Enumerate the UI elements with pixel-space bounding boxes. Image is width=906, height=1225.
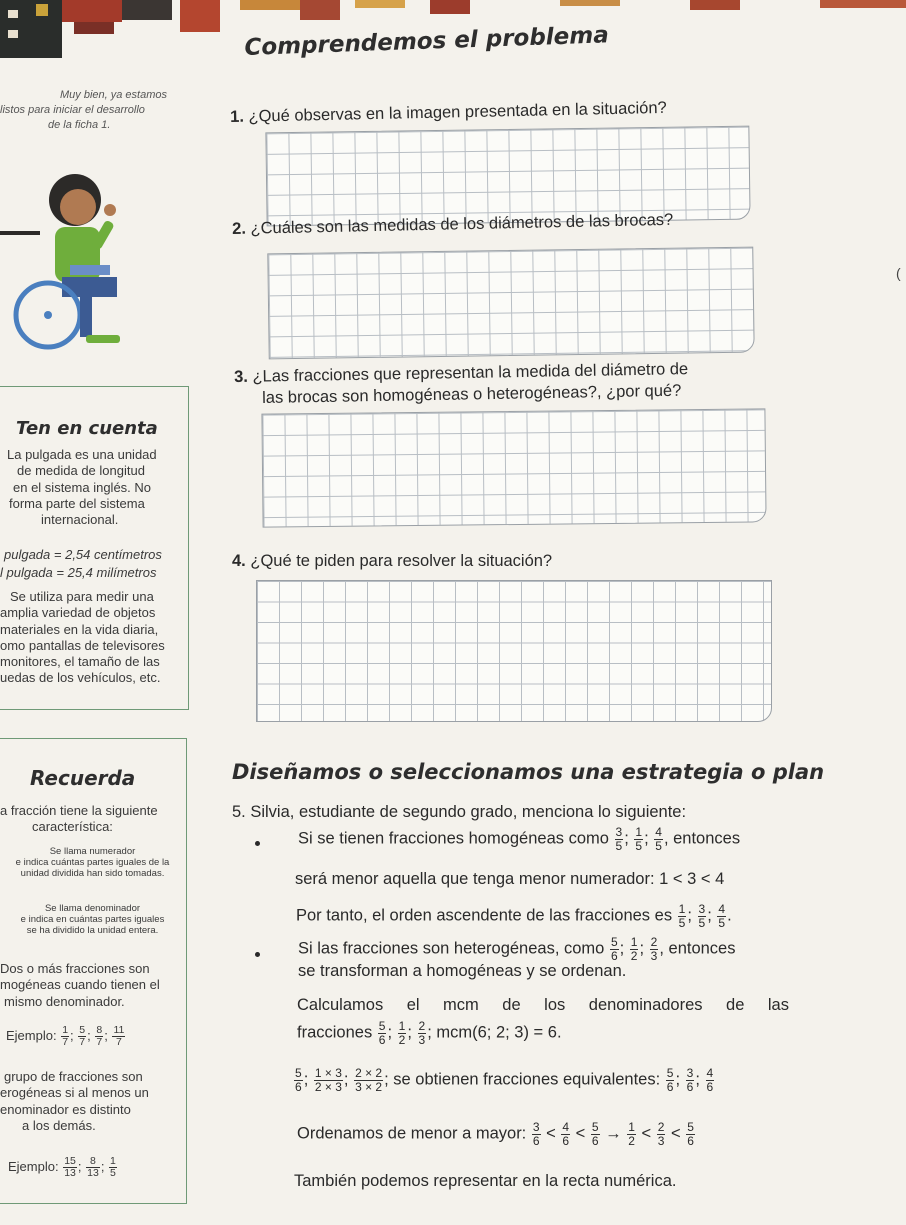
bullet-1	[255, 841, 260, 846]
ten-en-cuenta-uses: Se utiliza para medir una amplia variedad de objetos materiales en la vida diaria, omo pantallas de televisores monitores, el tamaño de las uedas de los vehículos, etc.	[0, 589, 165, 686]
question-2: 2. ¿Cuáles son las medidas de los diámetros de las brocas?	[232, 210, 674, 238]
ejemplo-homogeneas: Ejemplo: $\frac{1}{7}$ ; $\frac{5}{7}$ ; $\frac{8}{7}$ ; $\frac{11}{7}$	[6, 1024, 125, 1049]
conversion-mm: l pulgada = 25,4 milímetros	[0, 565, 157, 580]
heterogeneas-statement: Si las fracciones son heterogéneas, como $\frac{5}{6}$ ; $\frac{1}{2}$ ; $\frac{2}{3}$ , entonces	[298, 935, 736, 963]
recuerda-title: Recuerda	[30, 766, 136, 790]
numerador-comparison: será menor aquella que tenga menor numerador: 1 < 3 < 4	[295, 870, 725, 888]
question-3-line-2: las brocas son homogéneas o heterogéneas?, ¿por qué?	[262, 381, 682, 407]
recuerda-intro: a fracción tiene la siguiente característica:	[0, 803, 158, 835]
conversion-cm: pulgada = 2,54 centímetros	[4, 547, 162, 562]
speech-line-2: listos para iniciar el desarrollo	[0, 104, 145, 116]
answer-grid-4[interactable]	[256, 580, 772, 722]
strategy-title: Diseñamos o seleccionamos una estrategia o plan	[232, 760, 825, 784]
mcm-calculation: fracciones $\frac{5}{6}$ ; $\frac{1}{2}$ ; $\frac{2}{3}$ ; mcm(6; 2; 3) = 6.	[297, 1019, 562, 1047]
question-1: 1. ¿Qué observas en la imagen presentada en la situación?	[230, 98, 667, 126]
equivalent-fractions: $\frac{5}{6}$ ; $\frac{1 \times 3}{2 \times 3}$ ; $\frac{2 \times 2}{3 \times 2}$ ; se obtienen fracciones equivalentes: $\frac{5}{6}$ ; $\frac{3}{6}$ ; $\frac{4}{6}$	[295, 1066, 714, 1094]
question-3: 3. ¿Las fracciones que representan la medida del diámetro de	[234, 360, 689, 386]
homogeneas-statement: Si se tienen fracciones homogéneas como $\frac{3}{5}$ ; $\frac{1}{5}$ ; $\frac{4}{5}$ , entonces	[298, 825, 741, 853]
mcm-statement: Calculamos el mcm de los denominadores de las	[297, 996, 789, 1014]
heterogeneas-definition: grupo de fracciones son erogéneas si al menos un enominador es distinto a los demás.	[0, 1069, 149, 1133]
number-line-statement: También podemos representar en la recta numérica.	[294, 1172, 677, 1190]
ejemplo-heterogeneas: Ejemplo: $\frac{15}{13}$ ; $\frac{8}{13}$ ; $\frac{1}{5}$	[8, 1155, 116, 1180]
speech-line-3: de la ficha 1.	[48, 119, 111, 131]
transform-statement: se transforman a homogéneas y se ordenan.	[298, 962, 627, 980]
bullet-2	[255, 952, 260, 957]
ten-en-cuenta-definition: La pulgada es una unidad de medida de longitud en el sistema inglés. No forma parte del sistema internacional.	[7, 447, 157, 527]
homogeneas-definition: Dos o más fracciones son mogéneas cuando tienen el mismo denominador.	[0, 961, 160, 1009]
page-edge-mark: (	[896, 265, 901, 281]
speech-line-1: Muy bien, ya estamos	[60, 89, 167, 101]
question-4: 4. ¿Qué te piden para resolver la situación?	[232, 552, 553, 570]
ordering-statement: Ordenamos de menor a mayor: $\frac{3}{6}$ < $\frac{4}{6}$ < $\frac{5}{6}$ → $\frac{1}{2}$ < $\frac{2}{3}$ < $\frac{5}{6}$	[297, 1120, 694, 1148]
question-5: 5. Silvia, estudiante de segundo grado, menciona lo siguiente:	[232, 803, 687, 821]
answer-grid-2[interactable]	[267, 247, 754, 360]
numerador-note: Se llama numerador e indica cuántas partes iguales de la unidad dividida han sido tomadas.	[15, 846, 170, 879]
section-title: Comprendemos el problema	[244, 22, 610, 61]
ten-en-cuenta-title: Ten en cuenta	[16, 418, 158, 439]
student-illustration	[0, 165, 150, 365]
answer-grid-3[interactable]	[261, 408, 766, 527]
orden-ascendente: Por tanto, el orden ascendente de las fracciones es $\frac{1}{5}$ ; $\frac{3}{5}$ ; $\frac{4}{5}$ .	[296, 902, 732, 930]
answer-grid-1[interactable]	[265, 126, 750, 227]
denominador-note: Se llama denominador e indica en cuántas partes iguales se ha dividido la unidad entera.	[20, 903, 165, 936]
